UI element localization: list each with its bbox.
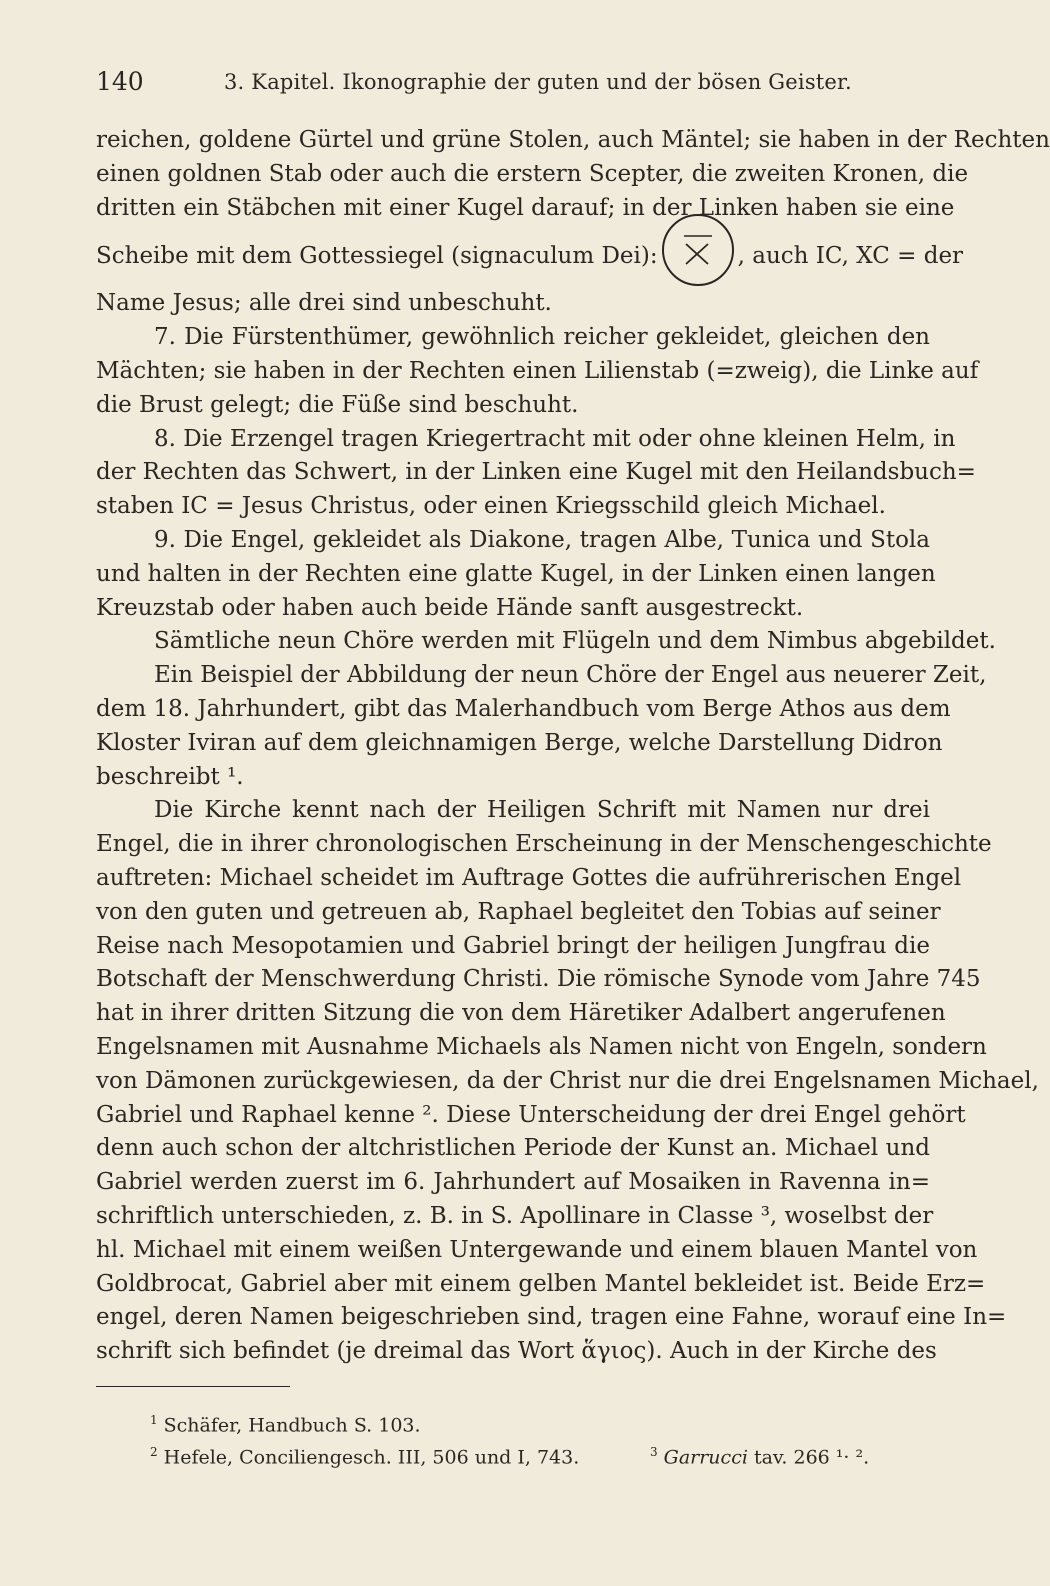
footnote-3 [650, 1436, 869, 1468]
running-head [96, 62, 930, 102]
god-seal-icon [662, 214, 734, 286]
text-line: Kreuzstab oder haben auch beide Hände sanft ausgestreckt. [96, 594, 804, 621]
text-line: einen goldnen Stab oder auch die erstern Scepter, die zweiten Kronen, die [96, 160, 969, 187]
footnote-rule [96, 1386, 290, 1387]
footnote-mark: 3 [650, 1445, 658, 1459]
text-line: dem 18. Jahrhundert, gibt das Malerhandbuch vom Berge Athos aus dem [96, 695, 951, 722]
text-line: Sämtliche neun Chöre werden mit Flügeln und dem Nimbus abgebildet. [154, 628, 996, 655]
text-line: Name Jesus; alle drei sind unbeschuht. [96, 290, 552, 317]
page-number: 140 [96, 67, 144, 96]
text-line: Goldbrocat, Gabriel aber mit einem gelben Mantel bekleidet ist. Beide Erz= [96, 1270, 986, 1297]
seal-line-after: , auch IC, XC = der [737, 243, 964, 270]
text-line: von Dämonen zurückgewiesen, da der Christ nur die drei Engelsnamen Michael, [96, 1067, 1039, 1094]
text-line: Engel, die in ihrer chronologischen Erscheinung in der Menschengeschichte [96, 831, 992, 858]
text-line-with-seal [96, 225, 964, 287]
text-line: beschreibt ¹. [96, 763, 244, 790]
footnotes [150, 1404, 930, 1468]
text-line: 8. Die Erzengel tragen Kriegertracht mit oder ohne kleinen Helm, in [154, 425, 956, 452]
text-line: dritten ein Stäbchen mit einer Kugel darauf; in der Linken haben sie eine [96, 194, 955, 221]
text-line: schriftlich unterschieden, z. B. in S. Apollinare in Classe ³, woselbst der [96, 1202, 934, 1229]
text-line: 9. Die Engel, gekleidet als Diakone, tragen Albe, Tunica und Stola [154, 526, 930, 553]
footnote-author: Garrucci [663, 1446, 748, 1469]
body-text [96, 124, 1050, 1369]
text-line: reichen, goldene Gürtel und grüne Stolen, auch Mäntel; sie haben in der Rechten [96, 127, 1050, 153]
text-line: Mächten; sie haben in der Rechten einen Lilienstab (=zweig), die Linke auf [96, 357, 979, 384]
text-line: hat in ihrer dritten Sitzung die von dem Häretiker Adalbert angerufenen [96, 1000, 946, 1027]
footnote-mark: 1 [150, 1413, 158, 1427]
text-line: von den guten und getreuen ab, Raphael begleitet den Tobias auf seiner [96, 898, 941, 925]
text-line: und halten in der Rechten eine glatte Kugel, in der Linken einen langen [96, 560, 936, 587]
text-line: Kloster Iviran auf dem gleichnamigen Berge, welche Darstellung Didron [96, 729, 943, 756]
text-line: Die Kirche kennt nach der Heiligen Schrift mit Namen nur drei [154, 797, 930, 824]
text-line: Ein Beispiel der Abbildung der neun Chöre der Engel aus neuerer Zeit, [154, 662, 987, 689]
text-line: staben IC = Jesus Christus, oder einen Kriegsschild gleich Michael. [96, 493, 886, 520]
chapter-title: 3. Kapitel. Ikonographie der guten und der bösen Geister. [224, 70, 852, 94]
text-line: hl. Michael mit einem weißen Untergewande und einem blauen Mantel von [96, 1236, 978, 1263]
footnote-mark: 2 [150, 1445, 158, 1459]
seal-line-before: Scheibe mit dem Gottessiegel (signaculum Dei): [96, 243, 658, 270]
text-line: 7. Die Fürstenthümer, gewöhnlich reicher gekleidet, gleichen den [154, 324, 930, 351]
text-line: der Rechten das Schwert, in der Linken eine Kugel mit den Heilandsbuch= [96, 459, 976, 486]
text-line: die Brust gelegt; die Füße sind beschuht. [96, 391, 579, 418]
text-line: denn auch schon der altchristlichen Periode der Kunst an. Michael und [96, 1135, 930, 1162]
text-line: Botschaft der Menschwerdung Christi. Die römische Synode vom Jahre 745 [96, 966, 981, 993]
footnote-text: Hefele, Conciliengesch. III, 506 und I, 743. [163, 1446, 580, 1469]
footnote-text: Schäfer, Handbuch S. 103. [163, 1414, 421, 1437]
text-line: Reise nach Mesopotamien und Gabriel bringt der heiligen Jungfrau die [96, 932, 930, 959]
text-line: Gabriel werden zuerst im 6. Jahrhundert auf Mosaiken in Ravenna in= [96, 1169, 930, 1196]
text-line: Gabriel und Raphael kenne ². Diese Unterscheidung der drei Engel gehört [96, 1101, 966, 1128]
text-line: auftreten: Michael scheidet im Auftrage Gottes die aufrührerischen Engel [96, 864, 962, 891]
footnote-text: tav. 266 ¹· ². [753, 1446, 870, 1469]
text-line: Engelsnamen mit Ausnahme Michaels als Namen nicht von Engeln, sondern [96, 1033, 987, 1060]
text-line: engel, deren Namen beigeschrieben sind, tragen eine Fahne, worauf eine In= [96, 1304, 1007, 1331]
text-line: schrift sich befindet (je dreimal das Wort ἅγιος). Auch in der Kirche des [96, 1338, 937, 1365]
footnote-1 [150, 1404, 930, 1436]
